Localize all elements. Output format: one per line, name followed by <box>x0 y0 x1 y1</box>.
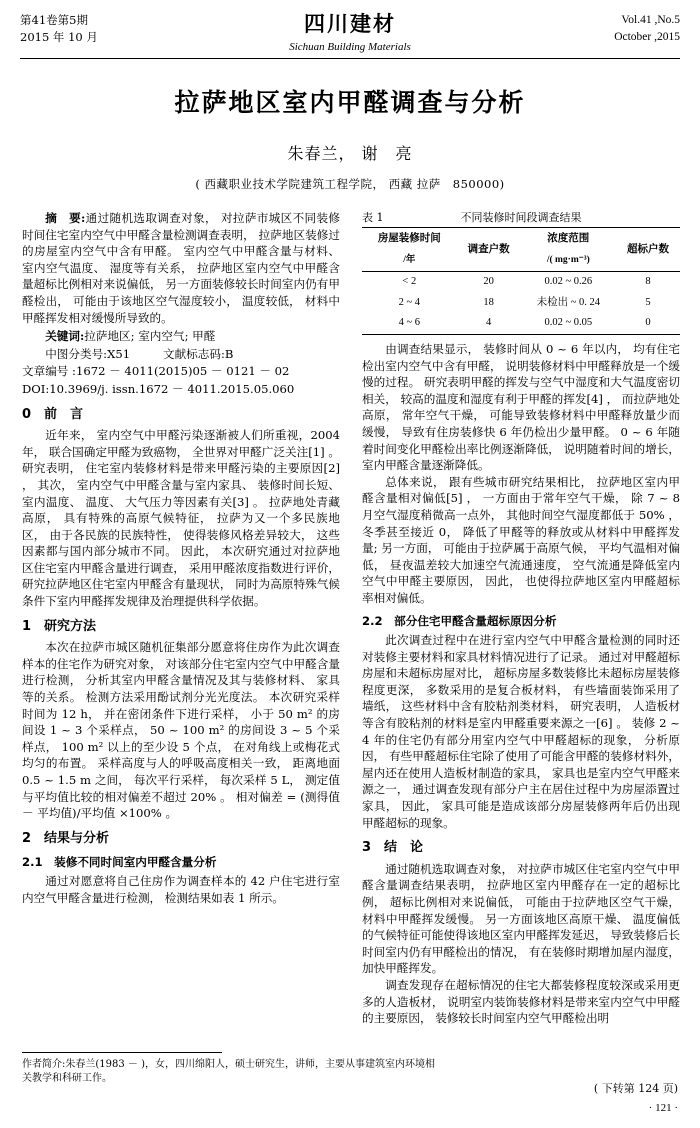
journal-name-en: Sichuan Building Materials <box>289 41 411 53</box>
section-heading-3: 3 结 论 <box>362 840 424 856</box>
abstract-text: 通过随机选取调查对象， 对拉萨市城区不同装修时间住宅室内空气中甲醛含量检测调查表明， 拉萨地区装修过的房屋室内空气中含有甲醛。 室内空气中甲醛含量与材料、 室内空气温度、 湿度等有关系， 拉萨地区室内空气中甲醛含量超标比例相对来说偏低， 另一方面装修较长时间室内仍有甲醛检出， 可能由于该地区空气湿度较小， 温度较低， 材料中甲醛挥发相对缓慢所导致的。 <box>22 211 340 325</box>
th-exceed: 超标户数 <box>616 228 680 272</box>
table-row <box>362 293 680 314</box>
section-2-1-paragraph-3: 总体来说， 跟有些城市研究结果相比， 拉萨地区室内甲醛含量相对偏低[5] ， 一方面由于常年空气干燥， 除 7 ~ 8 月空气湿度稍微高一点外， 其他时间空气湿度都低于 50% ， 冬季甚至接近 0， 降低了甲醛等的释放或从材料中甲醛挥发量; 另一方面， 可能由于拉萨属于高原气候， 平均气温相对偏低， 昼夜温差较大加速空气流通速度， 空气流通是降低室内空气中甲醛主要原因， 因此， 也使得拉萨地区室内甲醛超标率相对偏低。 <box>362 474 680 605</box>
results-table <box>362 227 680 335</box>
section-3-paragraph-1: 通过随机选取调查对象， 对拉萨市城区住宅室内空气中甲醛含量调查结果表明， 拉萨地区室内甲醛存在一定的超标比例， 超标比例相对来说偏低， 可能由于拉萨地区空气干燥， 材料中甲醛挥发缓慢。 另一方面该地区高原干燥、 温度偏低的气候特征可能使得该地区室内甲醛挥发延迟， 导致装修后长时间室内仍有甲醛检出的情况， 有在装修时期增加屋内湿度， 加快甲醛挥发。 <box>362 861 680 976</box>
column-left <box>22 210 340 906</box>
th-range-2: /( mg·m⁻³) <box>521 250 616 272</box>
table-header-row-1 <box>362 228 680 250</box>
masthead-left <box>20 12 98 46</box>
cell-range: 0.02 ~ 0.26 <box>544 276 593 288</box>
table-row <box>362 272 680 293</box>
masthead-divider <box>20 58 680 59</box>
clc-value: X51 <box>107 346 131 361</box>
keywords-text: 拉萨地区; 室内空气; 甲醛 <box>84 329 216 344</box>
table-head <box>362 228 680 272</box>
page <box>0 10 700 1128</box>
article-body <box>22 210 678 1070</box>
keywords-line <box>22 328 340 345</box>
section-1-paragraph-1: 本次在拉萨市城区随机征集部分愿意将住房作为此次调查样本的住宅作为研究对象， 对该部分住宅室内空气中甲醛含量进行检测， 分析其室内甲醛含量情况及其与装修材料、 家具等的关系。 检测方法采用酚试剂分光光度法。 本次研究采样时间为 12 h， 并在密闭条件下进行采样， 小于 50 m² 的房间设 1 ~ 3 个采样点， 50 ~ 100 m² 的房间设 3 ~ 5 个采样点， 100 m² 以上的至少设 5 个点， 在对角线上或梅花式均匀的布置。 采样高度与人的呼吸高度相关一致， 距离地面 0.5 ~ 1.5 m 之间， 每次平行采样， 每次采样 5 L， 测定值与平均值比较的相对偏差不超过 20% 。 相对偏差 = (测得值 － 平均值)/平均值 ×100% 。 <box>22 640 340 821</box>
issue-date-en: October ,2015 <box>614 31 680 43</box>
cell-range: 未检出 ~ 0. 24 <box>536 296 601 308</box>
clc-label: 中图分类号: <box>45 346 108 361</box>
section-0-paragraph-1: 近年来， 室内空气中甲醛污染逐渐被人们所重视，2004 年， 联合国确定甲醛为致癌物， 全世界对甲醛广泛关注[1] 。研究表明， 住宅室内装修材料是带来甲醛污染的主要原因[2] ， 其次， 室内空气中甲醛含量与室内家具、 装修时间长短、 室内温度、 温度、 大气压力等因素有关[3] 。 拉萨地处青藏高原， 具有特殊的高原气候特征， 拉萨为又一个多民族地区， 由于各民族的民族特性， 使得装修风格差异较大， 这些因素都与国内部分城市不同。 因此， 本次研究通过对拉萨地区住宅室内甲醛含量进行调查， 采用甲醛浓度指数进行评价， 研究拉萨地区住宅室内甲醛含有量现状， 同时为高原特殊气候条件下室内甲醛挥发规律及治理提供科学依据。 <box>22 428 340 609</box>
author-bio <box>22 1058 442 1086</box>
cell-exceed: 5 <box>645 296 651 308</box>
table-number: 表 1 <box>362 211 384 224</box>
doccode-label: 文献标志码: <box>162 346 225 361</box>
cell-exceed: 8 <box>645 276 651 288</box>
section-2-2-paragraph-1: 此次调查过程中在进行室内空气中甲醛含量检测的同时还对装修主要材料和家具材料情况进行了记录。 通过对甲醛超标房屋和未超标房屋对比， 超标房屋多数装修比未超标房屋装修程度更深， 多数采用的是复合板材料， 有些墙面装饰采用了墙纸， 这些材料中含有胶粘剂类材料， 研究表明， 人造板材等含有胶粘剂的材料是室内甲醛重要来源之一[6] 。 装修 2 ~ 4 年的住宅仍有部分用室内空气中甲醛超标的现象， 分析原因， 有些甲醛超标住宅除了使用了可能含甲醛的装修材料外， 屋内还在使用人造板材制造的家具， 家具也是室内空气甲醛来源之一， 通过调查发现有部分户主在居住过程中为房屋添置过家具， 因此， 家具可能是造成该部分房屋装修两年后仍出现甲醛超标的现象。 <box>362 633 680 830</box>
footnote-divider <box>22 1052 222 1053</box>
masthead-right <box>614 12 680 46</box>
th-households: 调查户数 <box>457 228 521 272</box>
author-bio-label: 作者简介: <box>22 1059 66 1070</box>
keywords-label: 关键词: <box>45 329 85 344</box>
volume-issue: 第41卷第5期 <box>20 13 88 27</box>
cell-exceed: 0 <box>616 313 680 334</box>
issue-date-cn: 2015 年 10 月 <box>20 30 98 44</box>
affiliation: ( 西藏职业技术学院建筑工程学院， 西藏 拉萨 850000) <box>195 177 505 191</box>
cell-time: < 2 <box>402 276 417 288</box>
clc-line <box>22 346 340 363</box>
abstract-label: 摘 要: <box>45 211 86 225</box>
section-2-1-paragraph-1: 通过对愿意将自己住房作为调查样本的 42 户住宅进行室内空气甲醛含量进行检测， 检测结果如表 1 所示。 <box>22 873 340 905</box>
section-heading-2: 2 结果与分析 <box>22 830 110 846</box>
journal-logo <box>289 8 411 53</box>
author-bio-text: 朱春兰(1983 － )，女，四川绵阳人，硕士研究生，讲师，主要从事建筑室内环境相关教学和科研工作。 <box>22 1059 435 1084</box>
table-caption <box>362 210 680 224</box>
cell-time: 4 ~ 6 <box>362 313 457 334</box>
doi: DOI:10.3969/j. issn.1672 － 4011.2015.05.060 <box>22 381 295 396</box>
column-right <box>362 210 680 1027</box>
cell-range: 0.02 ~ 0.05 <box>521 313 616 334</box>
page-number: · 121 · <box>648 1102 678 1114</box>
doccode-value: B <box>224 346 234 361</box>
th-time-1: 房屋装修时间 <box>362 228 457 250</box>
cell-time: 2 ~ 4 <box>398 296 421 308</box>
journal-name-cn: 四川建材 <box>303 11 396 36</box>
th-range-1: 浓度范围 <box>521 228 616 250</box>
author-list: 朱春兰， 谢 亮 <box>287 144 413 163</box>
subsection-heading-2-1: 2.1 装修不同时间室内甲醛含量分析 <box>22 855 217 870</box>
subsection-heading-2-2: 2.2 部分住宅甲醛含量超标原因分析 <box>362 614 557 629</box>
cell-households: 20 <box>483 276 494 288</box>
section-2-1-paragraph-2: 由调查结果显示， 装修时间从 0 ~ 6 年以内， 均有住宅检出室内空气中含有甲醛， 说明装修材料中甲醛释放是一个缓慢的过程。 研究表明甲醛的挥发与空气中湿度和大气温度密切相关， 较高的温度和湿度有利于甲醛的挥发[4] ， 而拉萨地处高原， 常年空气干燥， 可能导致装修材料中甲醛释放量少而缓慢， 导致有住房装修快 6 年仍检出少量甲醛。 0 ~ 6 年随着时间变化甲醛检出率比例逐渐降低， 说明随着时间的增长， 室内甲醛含量逐渐降低。 <box>362 341 680 473</box>
section-3-paragraph-2: 调查发现存在超标情况的住宅大都装修程度较深或采用更多的人造板材， 说明室内装饰装修材料是带来室内空气中甲醛的主要原因， 装修较长时间室内空气甲醛检出明 <box>362 977 680 1026</box>
continued-note: ( 下转第 124 页) <box>593 1082 678 1095</box>
cell-households: 18 <box>483 296 494 308</box>
article-number: 文章编号 :1672 － 4011(2015)05 － 0121 － 02 <box>22 364 290 379</box>
volume-issue-en: Vol.41 ,No.5 <box>621 14 680 26</box>
th-time-2: /年 <box>362 250 457 272</box>
table-title: 不同装修时间段调查结果 <box>460 211 582 224</box>
page-title: 拉萨地区室内甲醛调查与分析 <box>174 88 526 117</box>
section-heading-1: 1 研究方法 <box>22 618 97 634</box>
table-body <box>362 272 680 335</box>
cell-households: 4 <box>457 313 521 334</box>
table-row <box>362 313 680 334</box>
masthead <box>20 10 680 56</box>
section-heading-0: 0 前 言 <box>22 406 84 422</box>
abstract-paragraph <box>22 210 340 326</box>
